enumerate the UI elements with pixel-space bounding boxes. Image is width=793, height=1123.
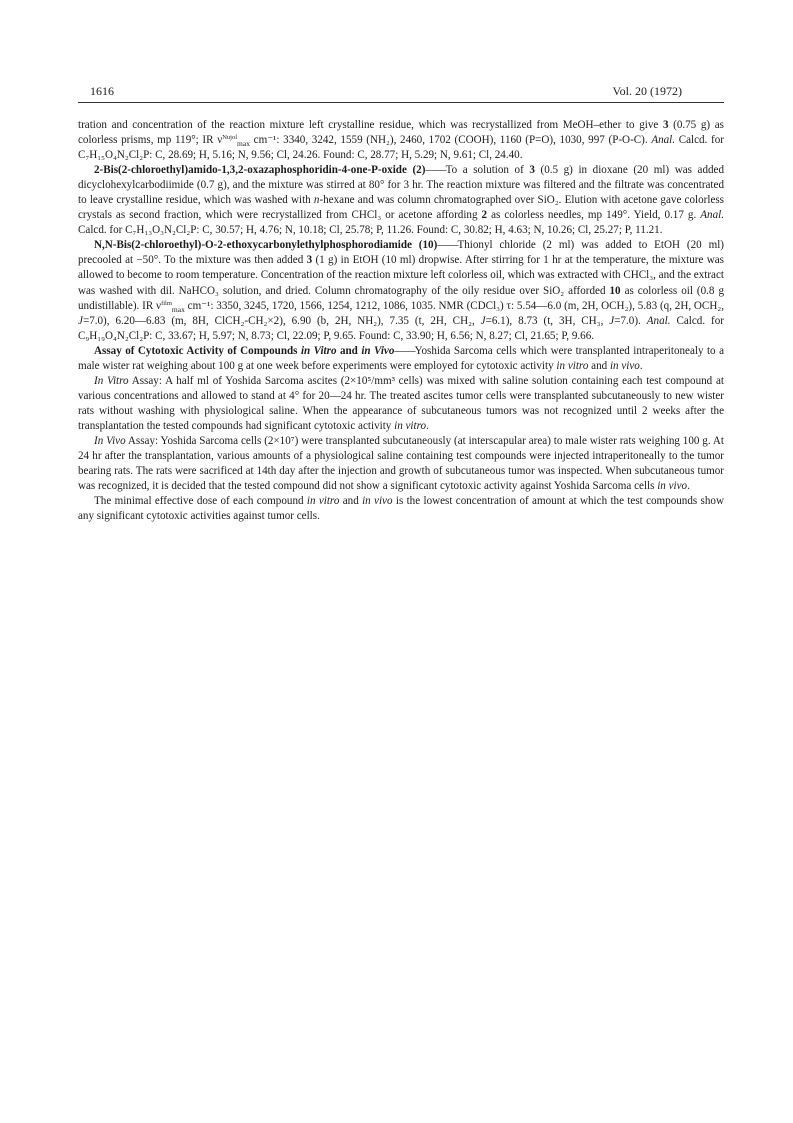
text-run: Calcd. for C₉H₁₉O₄N₂Cl₂P: C, 33.67; H, 5.97; N, 8.73; Cl, 22.09; P, 9.65. Found: C, 33.90; H, 6.56; N, 8.27; Cl, 21.65; P, 9.66.: [78, 314, 724, 342]
italic-term: in vivo: [657, 480, 688, 493]
coupling-constant-label: J: [480, 314, 486, 327]
text-run: .: [639, 359, 643, 372]
coupling-constant-label: J: [609, 314, 615, 327]
text-run: -hexane and was column chromatographed over SiO₂. Elution with acetone gave colorless crystals as second fraction, which were recrystallized from CHCl₃ or acetone affording: [78, 194, 724, 222]
anal-label: Anal.: [651, 134, 676, 147]
em-dash: ——: [437, 239, 458, 252]
assay-label: In Vivo: [94, 434, 126, 447]
text-run: The minimal effective dose of each compound: [94, 495, 307, 508]
italic-term: in vitro: [306, 495, 340, 508]
ir-max-subscript: max: [237, 139, 250, 149]
paragraph-in-vivo-assay: [78, 434, 724, 494]
italic-term: in vivo: [609, 359, 640, 372]
paragraph-in-vitro-assay: [78, 374, 724, 434]
ir-nujol-index: [222, 134, 237, 141]
italic-term: in vitro: [394, 419, 427, 432]
ir-medium: Nujol: [222, 134, 238, 142]
assay-label: In Vitro: [94, 374, 129, 387]
compound-ref: 3: [529, 164, 535, 177]
experimental-text: [78, 118, 724, 524]
italic-prefix: n: [313, 194, 320, 207]
ir-max-subscript: max: [171, 304, 185, 314]
text-run: =7.0), 6.20—6.83 (m, 8H, ClCH₂-CH₂×2), 6.90 (b, 2H, NH₂), 7.35 (t, 2H, CH₂,: [82, 314, 481, 327]
paragraph-minimal-effective-dose: [78, 494, 724, 524]
section-heading: Assay of Cytotoxic Activity of Compounds: [94, 344, 301, 357]
journal-volume: Vol. 20 (1972): [612, 84, 682, 98]
ir-medium: film: [161, 299, 172, 307]
text-run: Calcd. for C₇H₁₃O₃N₂Cl₂P: C, 30.57; H, 4.76; N, 10.18; Cl, 25.78; P, 11.26. Found: C, 30.82; H, 4.63; N, 10.26; Cl, 25.27; P, 11.21.: [78, 224, 663, 237]
text-run: (0.5 g) in dioxane (20 ml) was added dicyclohexylcarbodiimide (0.7 g), and the mixture was stirred at 80° for 3 hr. The reaction mixture was filtered and the filtrate was concentrated to leave crystalline residue, which was washed with: [78, 164, 725, 207]
text-run: cm⁻¹: 3340, 3242, 1559 (NH₂), 2460, 1702 (COOH), 1160 (P=O), 1030, 997 (P-O-C).: [249, 134, 652, 147]
text-run: as colorless oil (0.8 g undistillable). IR ν: [78, 284, 724, 312]
em-dash: ——: [394, 344, 415, 357]
section-heading: and: [336, 344, 362, 357]
compound-ref: 3: [306, 254, 313, 267]
text-run: =6.1), 8.73 (t, 3H, CH₃,: [485, 314, 610, 327]
anal-label: Anal.: [646, 314, 671, 327]
text-run: and: [339, 495, 363, 508]
text-run: is the lowest concentration of amount at which the test compounds show any significant cytotoxic activities against tumor cells.: [78, 495, 724, 523]
section-heading-italic: in Vivo: [361, 344, 395, 357]
text-run: .: [426, 419, 429, 432]
text-run: Yoshida Sarcoma cells which were transplanted intraperitonealy to a male wister rat weighing about 100 g at one week before experiments were employed for cytotoxic activity: [78, 344, 724, 372]
paragraph-compound-10: [78, 238, 724, 343]
ir-film-index: [161, 300, 172, 307]
text-run: and: [588, 359, 610, 372]
text-run: To a solution of: [445, 164, 530, 177]
paragraph-compound-2: [78, 163, 724, 238]
anal-label: Anal.: [700, 209, 724, 222]
paragraph-compound-3-workup: [78, 118, 724, 163]
italic-term: in vivo: [362, 495, 393, 508]
text-run: tration and concentration of the reaction mixture left crystalline residue, which was recrystallized from MeOH–ether to give: [78, 119, 663, 131]
section-heading-italic: in Vitro: [300, 344, 337, 357]
italic-term: in vitro: [556, 359, 589, 372]
compound-heading: 2-Bis(2-chloroethyl)amido-1,3,2-oxazaphosphoridin-4-one-P-oxide (2): [94, 164, 426, 177]
paragraph-assay-intro: [78, 344, 724, 374]
text-run: .: [687, 480, 690, 493]
em-dash: ——: [425, 164, 446, 177]
text-run: cm⁻¹: 3350, 3245, 1720, 1566, 1254, 1212, 1086, 1035. NMR (CDCl₃) τ: 5.54—6.0 (m, 2H, OCH₂), 5.83 (q, 2H, OCH₂,: [184, 299, 724, 312]
page-number: 1616: [90, 84, 114, 98]
header-rule: [78, 102, 724, 103]
text-run: Thionyl chloride (2 ml) was added to EtOH (20 ml) precooled at −50°. To the mixture was then added: [78, 239, 724, 267]
text-run: Assay: A half ml of Yoshida Sarcoma ascites (2×10⁵/mm³ cells) was mixed with saline solution containing each test compound at various concentrations and allowed to stand at 4° for 20—24 hr. The treated ascites tumor cells were transplanted subcutaneously to new wister rats without washing with physiological saline. When the appearance of subcutaneous tumors was not recognized until 2 weeks after the transplantation the tested compounds had significant cytotoxic activity: [78, 374, 724, 432]
text-run: (1 g) in EtOH (10 ml) dropwise. After stirring for 1 hr at the temperature, the mixture was allowed to become to room temperature. Concentration of the reaction mixture left colorless oil, which was extracted with CHCl₃, and the extract was washed with dil. NaHCO₃ solution, and dried. Column chromatography of the oily residue over SiO₂ afforded: [78, 254, 724, 297]
compound-heading: N,N-Bis(2-chloroethyl)-O-2-ethoxycarbonylethylphosphorodiamide (10): [94, 239, 438, 252]
text-run: as colorless needles, mp 149°. Yield, 0.17 g.: [487, 209, 701, 222]
running-header: [78, 84, 682, 100]
compound-ref: 10: [609, 284, 621, 297]
compound-ref: 2: [481, 209, 488, 222]
text-run: =7.0).: [614, 314, 647, 327]
text-run: Calcd. for C₇H₁₅O₄N₂Cl₂P: C, 28.69; H, 5.16; N, 9.56; Cl, 24.26. Found: C, 28.77; H, 5.29; N, 9.61; Cl, 24.40.: [78, 134, 724, 162]
compound-ref: 3: [662, 119, 669, 131]
coupling-constant-label: J: [78, 314, 83, 327]
text-run: (0.75 g) as colorless prisms, mp 119°; IR ν: [78, 119, 724, 147]
text-run: Assay: Yoshida Sarcoma cells (2×10⁷) were transplanted subcutaneously (at interscapular area) to male wister rats weighing 100 g. At 24 hr after the transplantation, various amounts of a physiological saline containing test compounds were injected intraperitoneally to the tumor bearing rats. The rats were sacrificed at 14th day after the injection and growth of subcutaneous tumor was inspected. When subcutaneous tumor was recognized, it is decided that the tested compound did not show a significant cytotoxic activity against Yoshida Sarcoma cells: [78, 434, 724, 493]
